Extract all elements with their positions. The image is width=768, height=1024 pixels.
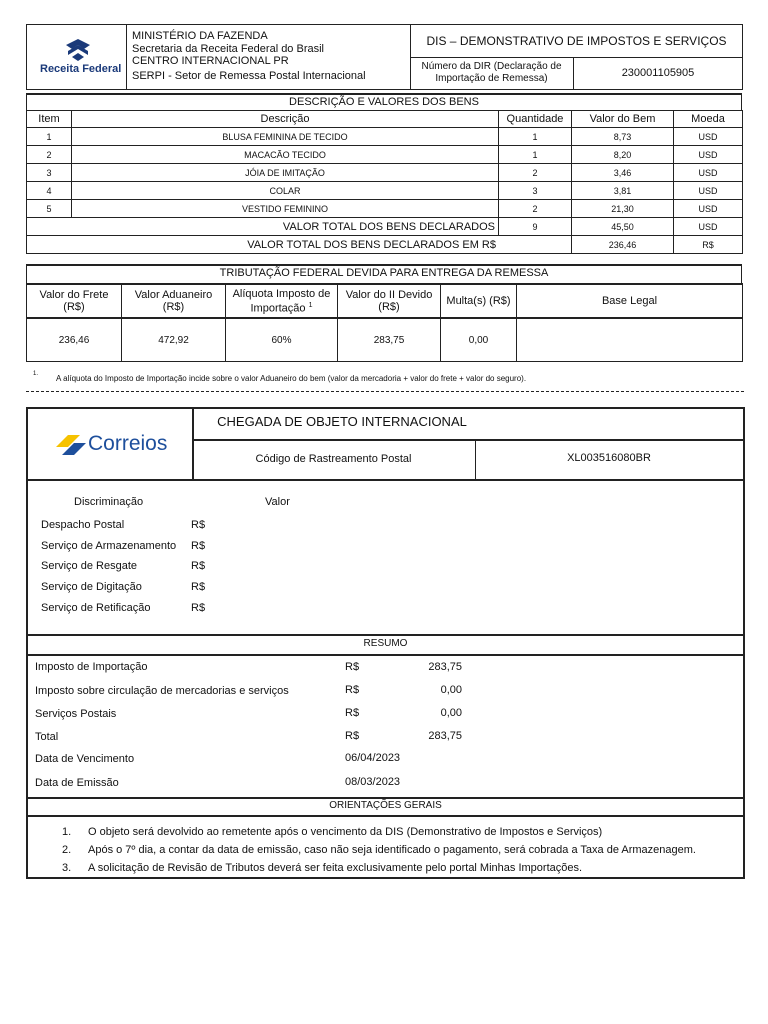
- col-value: Valor do Bem: [572, 111, 674, 128]
- due-date-value: 06/04/2023: [345, 752, 401, 764]
- goods-total-row: [27, 218, 743, 236]
- item-quantity: 2: [499, 200, 572, 218]
- tracking-code: XL003516080BR: [567, 452, 651, 464]
- service-currency: R$: [191, 519, 206, 531]
- summary-label: Imposto de Importação: [35, 661, 148, 673]
- summary-currency: R$: [345, 661, 360, 673]
- receita-federal-logo-text: Receita Federal: [40, 63, 122, 75]
- col-item: Item: [27, 111, 72, 128]
- guidance-number: 1.: [62, 826, 72, 838]
- service-label: Serviço de Resgate: [41, 560, 137, 572]
- table-row: [27, 182, 743, 200]
- total-label: VALOR TOTAL DOS BENS DECLARADOS: [27, 218, 499, 236]
- tax-section-title: TRIBUTAÇÃO FEDERAL DEVIDA PARA ENTREGA DA REMESSA: [219, 267, 549, 279]
- service-currency: R$: [191, 581, 206, 593]
- fines-header: Multa(s) (R$): [441, 284, 517, 318]
- table-row: [27, 128, 743, 146]
- doc-title: DIS – DEMONSTRATIVO DE IMPOSTOS E SERVIÇOS: [426, 34, 727, 48]
- due-date-label: Data de Vencimento: [35, 753, 135, 765]
- summary-currency: R$: [345, 730, 360, 742]
- summary-label: Imposto sobre circulação de mercadorias e serviços: [35, 685, 289, 697]
- service-label: Serviço de Digitação: [41, 581, 142, 593]
- guidance-text: O objeto será devolvido ao remetente após o vencimento da DIS (Demonstrativo de Impostos e Serviços): [88, 826, 603, 838]
- customs-value: 472,92: [122, 318, 226, 362]
- dir-label-line-2: Importação de Remessa): [435, 73, 548, 84]
- item-quantity: 1: [499, 128, 572, 146]
- service-label: Despacho Postal: [41, 519, 125, 531]
- summary-row: [35, 708, 116, 720]
- service-currency: R$: [191, 560, 206, 572]
- total-brl-label: VALOR TOTAL DOS BENS DECLARADOS EM R$: [27, 236, 572, 254]
- guidance-title: ORIENTAÇÕES GERAIS: [329, 800, 442, 811]
- summary-row: [35, 661, 148, 673]
- issue-date-value: 08/03/2023: [345, 776, 401, 788]
- goods-total-brl-row: [27, 236, 743, 254]
- item-value: 3,81: [572, 182, 674, 200]
- legal-basis-value: [517, 318, 743, 362]
- col-description: Descrição: [72, 111, 499, 128]
- item-description: BLUSA FEMININA DE TECIDO: [72, 128, 499, 146]
- summary-label: Serviços Postais: [35, 708, 117, 720]
- header-line-4: SERPI - Setor de Remessa Postal Internacional: [132, 70, 366, 82]
- tax-values-row: [27, 318, 743, 362]
- receita-federal-logo: [38, 37, 122, 81]
- item-description: COLAR: [72, 182, 499, 200]
- item-currency: USD: [674, 164, 743, 182]
- goods-section-title: DESCRIÇÃO E VALORES DOS BENS: [289, 96, 479, 108]
- receita-federal-emblem-icon: [38, 37, 118, 63]
- cut-line: [26, 391, 744, 392]
- dir-label-line-1: Número da DIR (Declaração de: [421, 61, 562, 72]
- item-description: MACACÃO TECIDO: [72, 146, 499, 164]
- item-currency: USD: [674, 146, 743, 164]
- footnote-mark: 1: [308, 301, 313, 309]
- customs-value-header: Valor Aduaneiro (R$): [122, 284, 226, 318]
- item-number: 4: [27, 182, 72, 200]
- summary-title: RESUMO: [363, 638, 408, 649]
- discrimination-header: Discriminação: [74, 496, 144, 508]
- service-row: [41, 602, 206, 614]
- total-quantity: 9: [499, 218, 572, 236]
- service-row: [41, 560, 206, 572]
- guidance-text: A solicitação de Revisão de Tributos deverá ser feita exclusivamente pelo portal Minhas Importações.: [88, 862, 583, 874]
- correios-logo-text: Correios: [88, 432, 168, 455]
- tax-rate-value: 60%: [226, 318, 338, 362]
- correios-title: CHEGADA DE OBJETO INTERNACIONAL: [217, 414, 467, 429]
- ii-due-header: Valor do II Devido (R$): [338, 284, 441, 318]
- total-currency: USD: [674, 218, 743, 236]
- item-currency: USD: [674, 182, 743, 200]
- guidance-list: [52, 823, 696, 877]
- tax-rate-header-text: Alíquota Imposto de Importação: [232, 287, 331, 315]
- fines-value: 0,00: [441, 318, 517, 362]
- summary-row: [35, 731, 58, 743]
- service-currency: R$: [191, 540, 206, 552]
- header-line-2: Secretaria da Receita Federal do Brasil: [132, 43, 324, 55]
- list-item: [62, 823, 696, 841]
- ii-due-value: 283,75: [338, 318, 441, 362]
- item-number: 3: [27, 164, 72, 182]
- total-brl-value: 236,46: [572, 236, 674, 254]
- total-brl-currency: R$: [674, 236, 743, 254]
- service-row: [41, 519, 206, 531]
- guidance-text: Após o 7º dia, a contar da data de emissão, caso não seja identificado o pagamento, será cobrada a Taxa de Armazenagem.: [88, 844, 696, 856]
- freight-header: Valor do Frete (R$): [27, 284, 122, 318]
- item-description: VESTIDO FEMININO: [72, 200, 499, 218]
- dir-label: [410, 61, 573, 85]
- item-currency: USD: [674, 200, 743, 218]
- tracking-label: Código de Rastreamento Postal: [255, 453, 412, 465]
- service-label: Serviço de Retificação: [41, 602, 151, 614]
- item-number: 2: [27, 146, 72, 164]
- footnote-text: A alíquota do Imposto de Importação incide sobre o valor Aduaneiro do bem (valor da mercadoria + valor do frete + valor do seguro).: [56, 374, 527, 383]
- guidance-number: 2.: [62, 844, 72, 856]
- total-value: 45,50: [572, 218, 674, 236]
- item-value: 21,30: [572, 200, 674, 218]
- freight-value: 236,46: [27, 318, 122, 362]
- item-number: 5: [27, 200, 72, 218]
- col-currency: Moeda: [674, 111, 743, 128]
- item-value: 8,73: [572, 128, 674, 146]
- service-label: Serviço de Armazenamento: [41, 540, 177, 552]
- summary-currency: R$: [345, 684, 360, 696]
- tax-header-row: [27, 284, 743, 318]
- tax-rate-header: [226, 284, 338, 318]
- legal-basis-header: Base Legal: [517, 284, 743, 318]
- item-description: JÓIA DE IMITAÇÃO: [72, 164, 499, 182]
- dir-number: 230001105905: [621, 67, 695, 79]
- item-number: 1: [27, 128, 72, 146]
- service-row: [41, 581, 206, 593]
- table-row: [27, 164, 743, 182]
- summary-value: 0,00: [440, 684, 462, 696]
- item-value: 3,46: [572, 164, 674, 182]
- service-row: [41, 540, 206, 552]
- value-header: Valor: [265, 496, 290, 508]
- summary-row: [35, 685, 289, 697]
- list-item: [62, 859, 696, 877]
- correios-logo: [52, 429, 172, 461]
- summary-label: Total: [35, 731, 59, 743]
- item-quantity: 3: [499, 182, 572, 200]
- correios-emblem-icon: [52, 429, 88, 461]
- goods-header-row: [27, 111, 743, 128]
- col-quantity: Quantidade: [499, 111, 572, 128]
- list-item: [62, 841, 696, 859]
- summary-value: 0,00: [440, 707, 462, 719]
- table-row: [27, 146, 743, 164]
- header-line-1: MINISTÉRIO DA FAZENDA: [132, 30, 268, 42]
- item-quantity: 1: [499, 146, 572, 164]
- guidance-number: 3.: [62, 862, 72, 874]
- footnote-number: 1.: [33, 371, 39, 377]
- summary-value: 283,75: [428, 661, 462, 673]
- item-currency: USD: [674, 128, 743, 146]
- header-line-3: CENTRO INTERNACIONAL PR: [132, 55, 289, 67]
- table-row: [27, 200, 743, 218]
- tax-table: [26, 283, 743, 362]
- summary-currency: R$: [345, 707, 360, 719]
- summary-value: 283,75: [428, 730, 462, 742]
- item-quantity: 2: [499, 164, 572, 182]
- service-currency: R$: [191, 602, 206, 614]
- goods-table: [26, 110, 743, 254]
- issue-date-label: Data de Emissão: [35, 777, 119, 789]
- item-value: 8,20: [572, 146, 674, 164]
